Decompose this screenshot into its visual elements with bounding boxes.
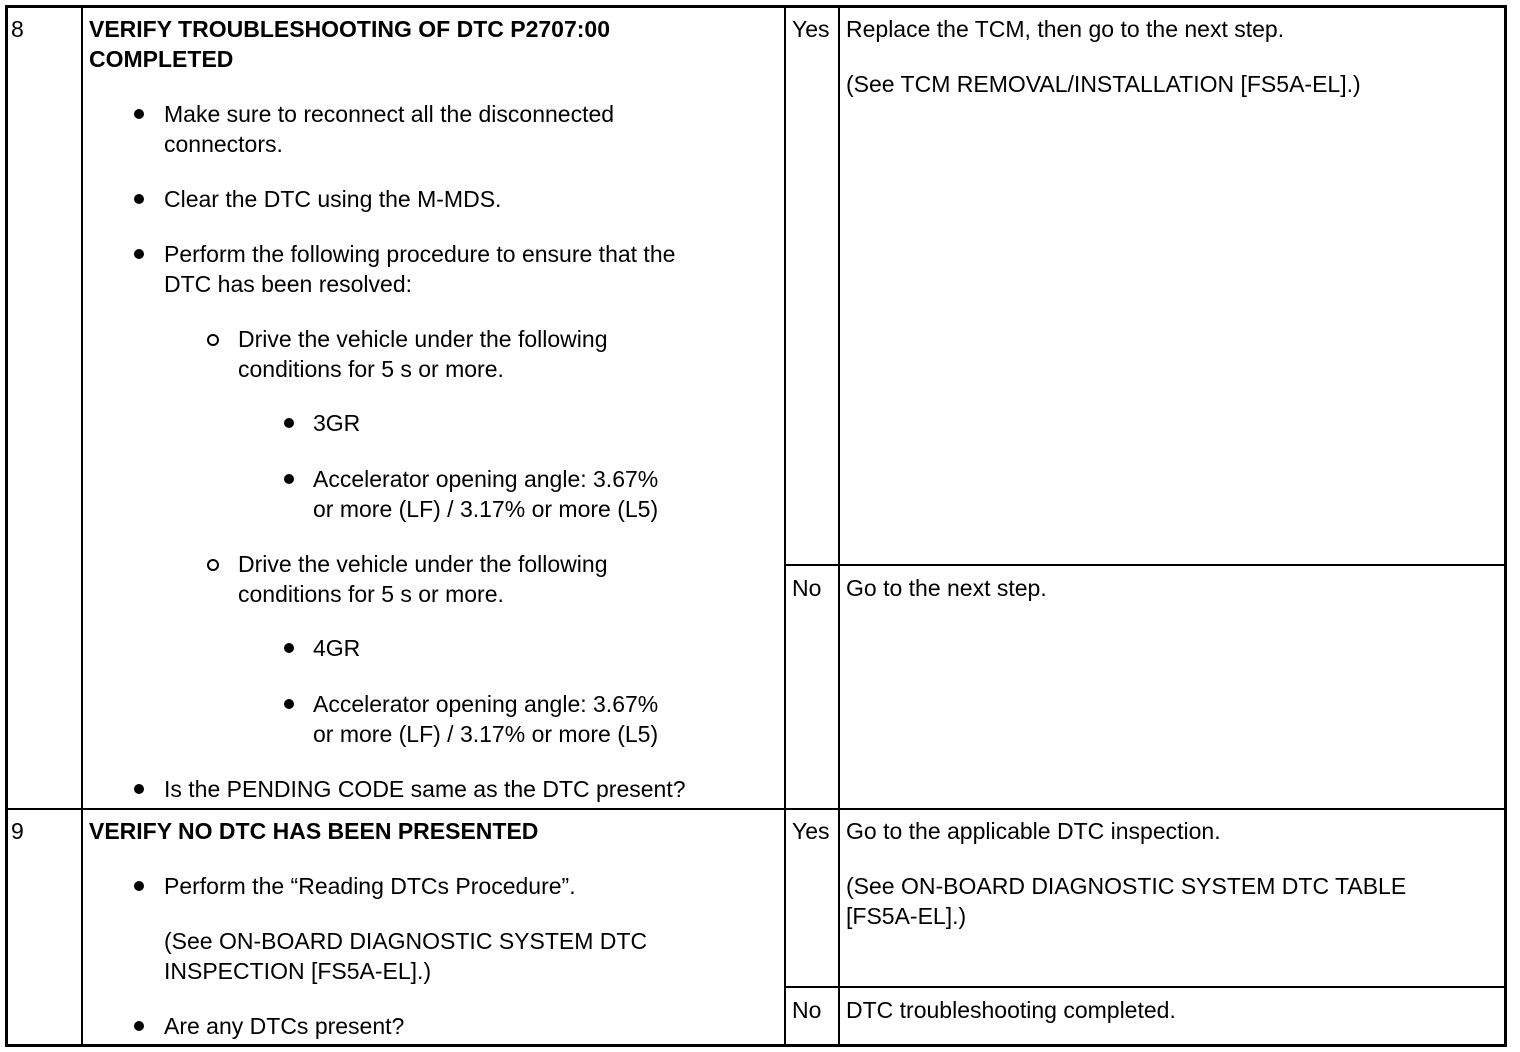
yes-reference: (See ON-BOARD DIAGNOSTIC SYSTEM DTC TABLE bbox=[846, 873, 1407, 899]
column-divider-result bbox=[838, 5, 840, 1047]
bullet-icon bbox=[134, 1021, 144, 1031]
yes-action: Go to the applicable DTC inspection. bbox=[846, 818, 1221, 844]
yes-label: Yes bbox=[792, 16, 830, 42]
row-divider-8-9 bbox=[5, 808, 1507, 810]
bullet-icon bbox=[134, 109, 144, 119]
bullet-icon bbox=[284, 699, 294, 709]
bullet-icon bbox=[134, 784, 144, 794]
bullet-icon bbox=[134, 249, 144, 259]
list-item: conditions for 5 s or more. bbox=[238, 581, 504, 607]
step-number: 8 bbox=[11, 16, 24, 42]
sub-bullet-icon bbox=[207, 334, 219, 346]
list-item: (See ON-BOARD DIAGNOSTIC SYSTEM DTC bbox=[164, 928, 648, 954]
no-action: DTC troubleshooting completed. bbox=[846, 997, 1176, 1023]
list-item: Perform the following procedure to ensure that the bbox=[164, 241, 676, 267]
bullet-icon bbox=[284, 474, 294, 484]
list-item: 4GR bbox=[313, 635, 361, 661]
list-item: connectors. bbox=[164, 131, 283, 157]
bullet-icon bbox=[284, 418, 294, 428]
list-item: 3GR bbox=[313, 410, 361, 436]
step-title: VERIFY NO DTC HAS BEEN PRESENTED bbox=[89, 818, 539, 844]
row-divider-9-yes-no bbox=[784, 986, 1506, 988]
no-action: Go to the next step. bbox=[846, 575, 1047, 601]
list-item: Perform the “Reading DTCs Procedure”. bbox=[164, 873, 576, 899]
bullet-icon bbox=[284, 643, 294, 653]
bullet-icon bbox=[134, 194, 144, 204]
list-item: Drive the vehicle under the following bbox=[238, 326, 608, 352]
step-title: VERIFY TROUBLESHOOTING OF DTC P2707:00 bbox=[89, 16, 611, 42]
list-item: Drive the vehicle under the following bbox=[238, 551, 608, 577]
list-item: or more (LF) / 3.17% or more (L5) bbox=[313, 496, 659, 522]
list-item: or more (LF) / 3.17% or more (L5) bbox=[313, 721, 659, 747]
column-divider-procedure bbox=[784, 5, 786, 1047]
step-number: 9 bbox=[11, 818, 24, 844]
yes-reference: (See TCM REMOVAL/INSTALLATION [FS5A-EL].) bbox=[846, 71, 1361, 97]
list-item: Is the PENDING CODE same as the DTC present? bbox=[164, 776, 686, 802]
row-divider-8-yes-no bbox=[784, 564, 1506, 566]
list-item: Accelerator opening angle: 3.67% bbox=[313, 466, 659, 492]
column-divider-step bbox=[81, 5, 83, 1047]
list-item: Make sure to reconnect all the disconnected bbox=[164, 101, 615, 127]
step-title: COMPLETED bbox=[89, 46, 234, 72]
list-item: INSPECTION [FS5A-EL].) bbox=[164, 958, 432, 984]
yes-reference: [FS5A-EL].) bbox=[846, 903, 967, 929]
no-label: No bbox=[792, 575, 822, 601]
list-item: Are any DTCs present? bbox=[164, 1013, 405, 1039]
yes-label: Yes bbox=[792, 818, 830, 844]
list-item: conditions for 5 s or more. bbox=[238, 356, 504, 382]
bullet-icon bbox=[134, 881, 144, 891]
list-item: Clear the DTC using the M-MDS. bbox=[164, 186, 502, 212]
yes-action: Replace the TCM, then go to the next step. bbox=[846, 16, 1285, 42]
list-item: Accelerator opening angle: 3.67% bbox=[313, 691, 659, 717]
sub-bullet-icon bbox=[207, 559, 219, 571]
no-label: No bbox=[792, 997, 822, 1023]
list-item: DTC has been resolved: bbox=[164, 271, 413, 297]
